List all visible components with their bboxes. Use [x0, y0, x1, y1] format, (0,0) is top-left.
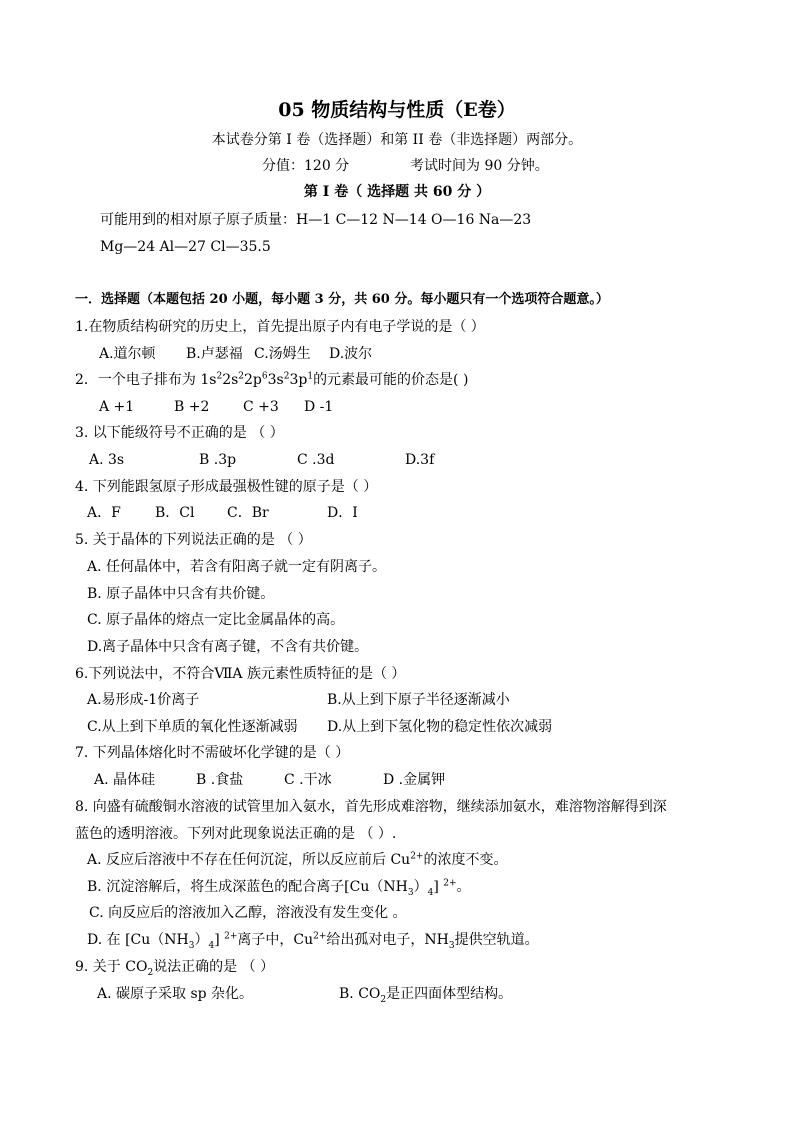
q7-option-d: D .金属钾	[383, 772, 446, 788]
q5-option-c: C. 原子晶体的熔点一定比金属晶体的高。	[87, 612, 345, 628]
q9-stem-sub: 2	[147, 967, 154, 978]
q7-option-c: C .干冰	[284, 772, 332, 788]
q2-sup-2: 2	[238, 371, 245, 382]
q5-option-b: B. 原子晶体中只含有共价键。	[87, 586, 275, 602]
q7-stem: 7. 下列晶体熔化时不需破坏化学键的是（ ）	[75, 745, 350, 761]
q8-d-post: 提供空轨道。	[454, 932, 539, 948]
q8-option-c: C. 向反应后的溶液加入乙醇，溶液没有发生变化 。	[89, 905, 407, 921]
q7-option-b: B .食盐	[196, 772, 244, 788]
q6-option-d: D.从上到下氢化物的稳定性依次减弱	[327, 719, 553, 735]
q1-option-c: C.汤姆生	[254, 346, 311, 362]
q8-d-pre: D. 在 [Cu（NH	[87, 932, 189, 948]
q8-option-b	[87, 878, 471, 896]
q2-option-c: C +3	[243, 399, 279, 415]
q9-stem-pre: 9. 关于 CO	[75, 959, 148, 975]
q8-b-post: 。	[456, 879, 471, 895]
q8-d-bracket: ]	[214, 932, 225, 948]
q2-sup-1: 2	[216, 371, 223, 382]
q3-option-d: D.3f	[405, 452, 435, 468]
q9-b-sub: 2	[380, 994, 387, 1005]
q8-b-sub-3: 3	[407, 887, 414, 898]
q4-option-c: C．Br	[227, 505, 269, 521]
q8-a-charge: 2+	[410, 851, 424, 862]
q4-option-b: B．Cl	[155, 505, 195, 521]
q8-d-cu-charge: 2+	[313, 931, 327, 942]
q9-option-b	[339, 985, 512, 1003]
q8-d-paren: ）	[194, 932, 209, 948]
q3-option-c: C .3d	[297, 452, 335, 468]
q2-stem	[75, 371, 468, 389]
q5-option-a: A. 任何晶体中，若含有阳离子就一定有阴离子。	[87, 559, 387, 575]
q1-option-b: B.卢瑟福	[186, 346, 243, 362]
q8-d-sub-4: 4	[208, 940, 215, 951]
q2-stem-post: 的元素最可能的价态是( )	[313, 372, 469, 388]
part1-heading: 第 I 卷（ 选择题 共 60 分 ）	[303, 184, 491, 200]
q8-b-paren: ）	[413, 879, 428, 895]
q5-option-d: D.离子晶体中只含有离子键，不含有共价键。	[87, 639, 369, 655]
q9-stem	[75, 958, 274, 976]
q8-a-pre: A. 反应后溶液中不存在任何沉淀，所以反应前后 Cu	[87, 852, 411, 868]
section-heading: 一．选择题（本题包括 20 小题，每小题 3 分，共 60 分。每小题只有一个选项符合题意。）	[75, 292, 609, 307]
q9-option-a: A. 碳原子采取 sp 杂化。	[97, 986, 254, 1002]
q8-stem-line1: 8. 向盛有硫酸铜水溶液的试管里加入氨水，首先形成难溶物，继续添加氨水，难溶物溶解得到深	[75, 799, 667, 815]
time-text: 考试时间为 90 分钟。	[410, 158, 549, 174]
q2-option-d: D -1	[304, 399, 334, 415]
q2-orbital-2s: 2s	[222, 372, 239, 388]
q2-orbital-2p: 2p	[244, 372, 262, 388]
exam-title: 05 物质结构与性质（E卷）	[278, 99, 516, 121]
q2-orbital-3p: 3p	[289, 372, 308, 388]
q8-b-pre: B. 沉淀溶解后，将生成深蓝色的配合离子[Cu（NH	[87, 879, 408, 895]
q9-b-post: 是正四面体型结构。	[386, 986, 513, 1002]
q5-stem: 5. 关于晶体的下列说法正确的是 （ ）	[75, 532, 312, 548]
atomic-masses-line1: 可能用到的相对原子原子质量：H—1 C—12 N—14 O—16 Na—23	[100, 212, 532, 228]
q8-b-bracket: ]	[433, 879, 444, 895]
q6-option-a: A.易形成-1价离子	[87, 692, 200, 708]
q3-option-b: B .3p	[199, 452, 237, 468]
q8-option-d	[87, 931, 539, 949]
q2-stem-pre: 2．一个电子排布为 1s	[75, 372, 217, 388]
q8-d-sub-3: 3	[188, 940, 195, 951]
q4-option-a: A．F	[87, 505, 121, 521]
q1-stem: 1.在物质结构研究的历史上，首先提出原子内有电子学说的是（ ）	[75, 319, 485, 335]
q8-b-charge: 2+	[443, 878, 457, 889]
q2-sup-3: 6	[261, 371, 268, 382]
q4-option-d: D．I	[327, 505, 358, 521]
q3-stem: 3. 以下能级符号不正确的是 （ ）	[75, 425, 284, 441]
q8-d-mid2: 给出孤对电子，NH	[326, 932, 449, 948]
q6-option-b: B.从上到下原子半径逐渐减小	[327, 692, 510, 708]
atomic-masses-line2: Mg—24 Al—27 Cl—35.5	[100, 239, 271, 255]
q3-option-a: A. 3s	[89, 452, 125, 468]
q9-b-pre: B. CO	[339, 986, 381, 1002]
q2-sup-5: 1	[307, 371, 314, 382]
q8-d-charge: 2+	[224, 931, 238, 942]
q9-stem-post: 说法正确的是 （ ）	[153, 959, 275, 975]
score-text: 分值：120 分	[262, 158, 350, 174]
q7-option-a: A. 晶体硅	[94, 772, 156, 788]
q8-a-post: 的浓度不变。	[423, 852, 508, 868]
q4-stem: 4. 下列能跟氢原子形成最强极性键的原子是（ ）	[75, 479, 378, 495]
q6-option-c: C.从上到下单质的氧化性逐渐减弱	[87, 719, 298, 735]
q8-d-nh3-sub: 3	[448, 940, 455, 951]
exam-intro: 本试卷分第 I 卷（选择题）和第 II 卷（非选择题）两部分。	[211, 132, 583, 148]
q8-stem-line2: 蓝色的透明溶液。下列对此现象说法正确的是 （ ）.	[75, 826, 397, 842]
q2-orbital-3s: 3s	[267, 372, 284, 388]
q6-stem: 6.下列说法中，不符合ⅦA 族元素性质特征的是（ ）	[75, 666, 406, 682]
q1-option-d: D.波尔	[329, 346, 373, 362]
q2-sup-4: 2	[283, 371, 290, 382]
q8-d-mid: 离子中，Cu	[237, 932, 314, 948]
q1-option-a: A.道尔顿	[99, 346, 156, 362]
q2-option-b: B +2	[174, 399, 210, 415]
q2-option-a: A +1	[99, 399, 135, 415]
q8-b-sub-4: 4	[427, 887, 434, 898]
q8-option-a	[87, 851, 507, 869]
